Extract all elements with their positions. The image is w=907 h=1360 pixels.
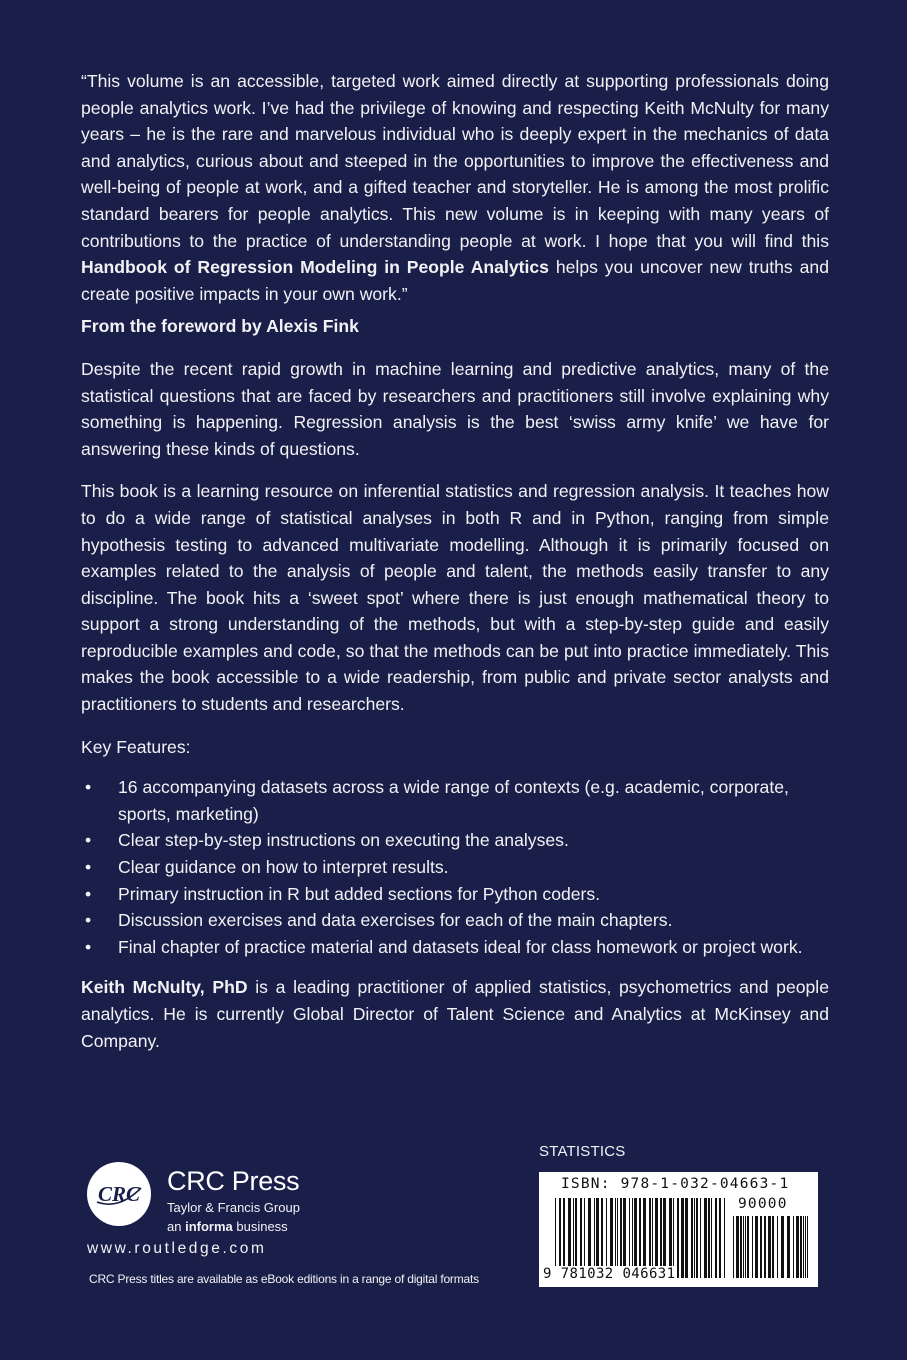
barcode-bar xyxy=(724,1198,725,1278)
isbn-label: ISBN: 978-1-032-04663-1 xyxy=(561,1176,790,1192)
ean-number: 9 781032 046631 xyxy=(543,1266,676,1282)
barcode-bar xyxy=(796,1216,799,1278)
barcode-bar xyxy=(803,1216,804,1278)
barcode-bar xyxy=(772,1216,774,1278)
bullet-icon: • xyxy=(85,883,92,904)
logo-text: CRC xyxy=(97,1182,141,1206)
feature-text: Primary instruction in R but added sections for Python coders. xyxy=(118,883,601,904)
list-item xyxy=(81,827,829,854)
feature-text: Clear guidance on how to interpret results. xyxy=(118,857,449,878)
barcode-bar xyxy=(694,1198,695,1278)
price-code: 90000 xyxy=(738,1196,788,1212)
barcode-bar xyxy=(764,1216,766,1278)
description-paragraph-2: This book is a learning resource on inferential statistics and regression analysis. It teaches how to do a wide range of statistical analyses in both R and in Python, ranging from simple hypothesis testing to advanced multivariate modelling. Although it is primarily focused on examples related to the analysis of people and talent, the methods easily transfer to any discipline. The book hits a ‘sweet spot’ where there is just enough mathematical theory to support a strong understanding of the methods, but with a step-by-step guide and easily reproducible examples and code, so that the methods can be put into practice immediately. This makes the book accessible to a wide readership, from public and private sector analysts and practitioners to students and researchers. xyxy=(81,481,829,715)
bullet-icon: • xyxy=(85,830,92,851)
barcode-bar xyxy=(719,1198,721,1278)
barcode-bar xyxy=(777,1216,778,1278)
barcode-bar xyxy=(691,1198,693,1278)
isbn-barcode xyxy=(539,1172,818,1287)
description-paragraph-1: Despite the recent rapid growth in machine learning and predictive analytics, many of the statistical questions that are faced by researchers and practitioners still involve explaining why something is happening. Regression analysis is the best ‘swiss army knife’ we have for answering these kinds of questions. xyxy=(81,358,829,459)
list-item xyxy=(81,907,829,934)
list-item xyxy=(81,934,829,961)
back-cover-text xyxy=(81,68,829,1070)
barcode-bar xyxy=(745,1216,746,1278)
barcode-bar xyxy=(800,1216,802,1278)
barcode-bar xyxy=(787,1216,790,1278)
barcode-bar xyxy=(743,1216,744,1278)
quote-attribution: From the foreword by Alexis Fink xyxy=(81,316,359,337)
barcode-bar xyxy=(807,1216,808,1278)
feature-text: Discussion exercises and data exercises for each of the main chapters. xyxy=(118,910,673,931)
bullet-icon: • xyxy=(85,857,92,878)
barcode-bar xyxy=(681,1198,684,1278)
author-bio-text: is a leading practitioner of applied statistics, psychometrics and people analytics. He is currently Global Director of Talent Science and Analytics at McKinsey and Company. xyxy=(81,977,829,1051)
barcode-bar xyxy=(752,1216,753,1278)
barcode-bar xyxy=(685,1198,688,1278)
bullet-icon: • xyxy=(85,910,92,931)
barcode-bar xyxy=(793,1216,794,1278)
publisher-website: www.routledge.com xyxy=(87,1240,267,1257)
barcode-bar xyxy=(733,1216,734,1278)
publisher-name: CRC Press xyxy=(167,1166,300,1196)
quote-text-before: “This volume is an accessible, targeted work aimed directly at supporting professionals doing people analytics work. I’ve had the privilege of knowing and respecting Keith McNulty for many years – he is the rare and marvelous individual who is deeply expert in the mechanics of data and analytics, curious about and steeped in the opportunities to improve the effectiveness and well-being of people at work, and a gifted teacher and storyteller. He is among the most prolific standard bearers for people analytics. This new volume is in keeping with many years of contributions to the practice of understanding people at work. I hope that you will find this xyxy=(81,71,829,251)
quote-text-after: helps you uncover new truths and create positive impacts in your own work.” xyxy=(81,257,829,304)
feature-text: Final chapter of practice material and datasets ideal for class homework or project work. xyxy=(118,936,803,957)
publisher-group: Taylor & Francis Group xyxy=(167,1200,300,1215)
list-item xyxy=(81,774,829,827)
informa-business: an informa business xyxy=(167,1219,288,1234)
key-features-heading: Key Features: xyxy=(81,736,191,757)
addon-barcode-bars-icon xyxy=(733,1216,808,1278)
barcode-bar xyxy=(768,1216,771,1278)
barcode-bar xyxy=(760,1216,762,1278)
author-bio xyxy=(81,974,829,1054)
barcode-bar xyxy=(805,1216,806,1278)
bullet-icon: • xyxy=(85,777,92,798)
barcode-bar xyxy=(677,1198,679,1278)
barcode-bar xyxy=(747,1216,749,1278)
barcode-bar xyxy=(736,1216,739,1278)
barcode-bar xyxy=(715,1198,717,1278)
subject-category: STATISTICS xyxy=(539,1143,626,1160)
barcode-bar xyxy=(781,1216,784,1278)
barcode-bar xyxy=(700,1198,701,1278)
ebook-note: CRC Press titles are available as eBook editions in a range of digital formats xyxy=(89,1272,479,1286)
bullet-icon: • xyxy=(85,936,92,957)
barcode-bar xyxy=(740,1216,742,1278)
list-item xyxy=(81,854,829,881)
barcode-bar xyxy=(696,1198,698,1278)
feature-text: 16 accompanying datasets across a wide range of contexts (e.g. academic, corporate, sports, marketing) xyxy=(118,777,789,824)
foreword-quote xyxy=(81,68,829,307)
author-name: Keith McNulty, PhD xyxy=(81,977,248,998)
list-item xyxy=(81,881,829,908)
barcode-bar xyxy=(704,1198,707,1278)
barcode-bar xyxy=(711,1198,712,1278)
barcode-bar xyxy=(755,1216,758,1278)
book-title: Handbook of Regression Modeling in People Analytics xyxy=(81,257,549,278)
feature-text: Clear step-by-step instructions on executing the analyses. xyxy=(118,830,569,851)
crc-logo-icon xyxy=(87,1162,151,1226)
barcode-bar xyxy=(708,1198,710,1278)
key-features-list xyxy=(81,774,829,960)
